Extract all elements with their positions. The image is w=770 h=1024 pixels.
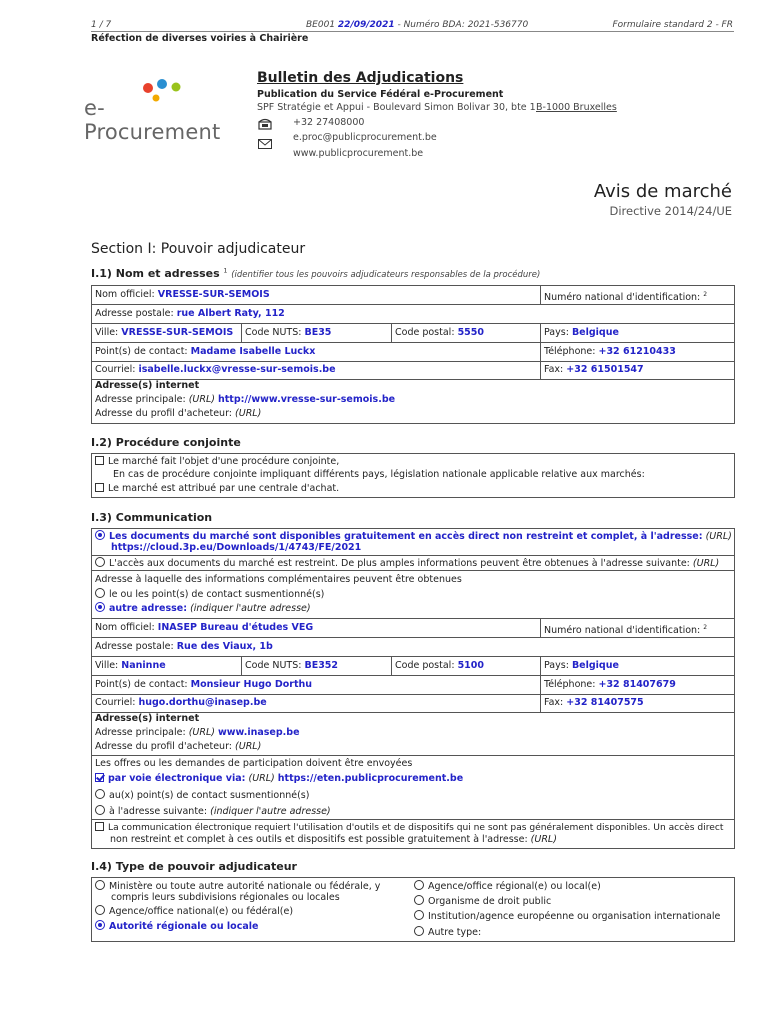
section-title: Section I: Pouvoir adjudicateur bbox=[91, 241, 306, 257]
i1-heading-text: I.1) Nom et adresses bbox=[91, 267, 220, 280]
i3-mail-value[interactable]: hugo.dorthu@inasep.be bbox=[138, 697, 267, 708]
eprocurement-logo bbox=[84, 78, 224, 144]
i3-tel-label: Téléphone: bbox=[544, 679, 596, 690]
bulletin-title: Bulletin des Adjudications bbox=[257, 70, 464, 86]
i4-left2-label: Agence/office national(e) ou fédéral(e) bbox=[109, 906, 294, 917]
i3-natid-label: Numéro national d'identification: bbox=[544, 625, 701, 637]
i4-left3-radio[interactable] bbox=[95, 920, 105, 930]
i3-tools[interactable] bbox=[95, 822, 723, 833]
i3-tel-value: +32 81407679 bbox=[598, 679, 676, 690]
i4-left1-radio[interactable] bbox=[95, 880, 105, 890]
i3-mail bbox=[91, 694, 267, 712]
i3-cp-label: Code postal: bbox=[395, 660, 455, 671]
i1-profil-value: (URL) bbox=[235, 408, 262, 419]
i3-restricted[interactable] bbox=[95, 557, 719, 569]
i3-info-title: Adresse à laquelle des informations complémentaires peuvent être obtenues bbox=[95, 574, 462, 585]
i1-fax bbox=[540, 361, 644, 379]
i1-mail bbox=[91, 361, 336, 379]
i3-tools-line1: La communication électronique requiert l'utilisation d'outils et de dispositifs qui ne sont pas généralement disponibles. Un accès direct bbox=[108, 823, 724, 833]
i3-url-tag: (URL) bbox=[188, 727, 215, 738]
i3-doc-radio[interactable] bbox=[95, 530, 105, 540]
i3-offers-opt3-note: (indiquer l'autre adresse) bbox=[210, 806, 331, 817]
i3-tools-checkbox[interactable] bbox=[95, 822, 104, 831]
i3-offers-opt1[interactable] bbox=[95, 773, 463, 784]
notice-title: Avis de marché bbox=[593, 181, 732, 202]
i4-right4-label: Autre type: bbox=[428, 927, 482, 938]
i2-opt1-label: Le marché fait l'objet d'une procédure conjointe, bbox=[108, 456, 340, 467]
i3-fax bbox=[540, 694, 644, 712]
i3-pays-label: Pays: bbox=[544, 660, 569, 671]
i1-mail-label: Courriel: bbox=[95, 364, 136, 375]
bulletin-email[interactable]: e.proc@publicprocurement.be bbox=[293, 132, 437, 143]
i1-nuts-label: Code NUTS: bbox=[245, 327, 302, 338]
i4-right1[interactable] bbox=[414, 880, 601, 892]
i3-profil-value: (URL) bbox=[235, 741, 262, 752]
i4-left2[interactable] bbox=[95, 905, 293, 917]
i3-offers-opt3[interactable] bbox=[95, 805, 331, 817]
i1-fax-label: Fax: bbox=[544, 364, 564, 375]
i1-fax-value: +32 61501547 bbox=[566, 364, 644, 375]
i1-nuts bbox=[241, 324, 331, 342]
i3-offers-opt3-label: à l'adresse suivante: bbox=[109, 806, 208, 817]
i1-mail-value[interactable]: isabelle.luckx@vresse-sur-semois.be bbox=[138, 364, 336, 375]
i4-right3[interactable] bbox=[414, 910, 720, 922]
i3-info-opt1[interactable] bbox=[95, 588, 324, 600]
i3-ville bbox=[91, 657, 166, 675]
i4-right3-radio[interactable] bbox=[414, 910, 424, 920]
i3-fax-value: +32 81407575 bbox=[566, 697, 644, 708]
i3-contact bbox=[91, 676, 312, 694]
i3-principal-value[interactable]: www.inasep.be bbox=[218, 727, 300, 738]
i3-info-opt2-note: (indiquer l'autre adresse) bbox=[190, 603, 311, 614]
i3-nuts-value: BE352 bbox=[304, 660, 339, 671]
i1-contact-label: Point(s) de contact: bbox=[95, 346, 188, 357]
i1-nom-value: VRESSE-SUR-SEMOIS bbox=[157, 289, 270, 300]
i1-contact-value: Madame Isabelle Luckx bbox=[190, 346, 316, 357]
i3-restricted-tag: (URL) bbox=[692, 558, 720, 569]
i1-ville-value: VRESSE-SUR-SEMOIS bbox=[121, 327, 234, 338]
i1-tel-value: +32 61210433 bbox=[598, 346, 676, 357]
i3-pays bbox=[540, 657, 619, 675]
i3-nom-value: INASEP Bureau d'études VEG bbox=[157, 622, 314, 633]
i1-sup: 1 bbox=[223, 267, 228, 275]
reference-suffix: - Numéro BDA: 2021-536770 bbox=[397, 20, 529, 30]
i3-contact-value: Monsieur Hugo Dorthu bbox=[190, 679, 313, 690]
i3-offers-opt2[interactable] bbox=[95, 789, 309, 801]
i1-principal-label: Adresse principale: bbox=[95, 394, 186, 405]
i4-heading: I.4) Type de pouvoir adjudicateur bbox=[91, 860, 297, 873]
i3-offers-opt1-tag: (URL) bbox=[248, 773, 275, 784]
i3-addr bbox=[91, 638, 273, 656]
reference-date: 22/09/2021 bbox=[337, 20, 395, 30]
i3-offers-opt3-radio[interactable] bbox=[95, 805, 105, 815]
i1-profil bbox=[95, 408, 261, 419]
i3-tools-tag: (URL) bbox=[530, 834, 557, 845]
i4-right2-label: Organisme de droit public bbox=[428, 896, 552, 907]
i1-ville-label: Ville: bbox=[95, 327, 119, 338]
i3-pays-value: Belgique bbox=[571, 660, 619, 671]
reference bbox=[306, 20, 528, 30]
header-rule bbox=[91, 31, 734, 32]
logo-text: e-Procurement bbox=[84, 96, 221, 144]
i3-doc-url-tag: (URL) bbox=[705, 531, 732, 542]
i3-contact-label: Point(s) de contact: bbox=[95, 679, 188, 690]
i2-heading: I.2) Procédure conjointe bbox=[91, 436, 241, 449]
i3-info-opt1-radio[interactable] bbox=[95, 588, 105, 598]
i4-right4[interactable] bbox=[414, 926, 481, 938]
i3-restricted-text: L'accès aux documents du marché est restreint. De plus amples informations peuvent être obtenues à l'adresse suivante: bbox=[109, 558, 690, 569]
i3-info-opt1-label: le ou les point(s) de contact susmentionné(s) bbox=[109, 589, 325, 600]
i1-principal-value[interactable]: http://www.vresse-sur-semois.be bbox=[218, 394, 396, 405]
i3-offers-opt2-radio[interactable] bbox=[95, 789, 105, 799]
i3-internet-title: Adresse(s) internet bbox=[95, 713, 200, 724]
i1-addr-value: rue Albert Raty, 112 bbox=[176, 308, 285, 319]
bulletin-address: SPF Stratégie et Appui - Boulevard Simon Bolivar 30, bte 1 bbox=[257, 102, 536, 113]
i4-left1b: compris leurs subdivisions régionales ou locales bbox=[111, 892, 340, 903]
i3-restricted-radio[interactable] bbox=[95, 557, 105, 567]
i1-pays-value: Belgique bbox=[571, 327, 619, 338]
i3-principal bbox=[95, 727, 300, 738]
bulletin-web[interactable]: www.publicprocurement.be bbox=[293, 148, 424, 159]
envelope-icon bbox=[258, 134, 272, 144]
i3-info-opt2[interactable] bbox=[95, 602, 311, 614]
i3-tools-line2 bbox=[110, 834, 557, 845]
i3-ville-label: Ville: bbox=[95, 660, 119, 671]
i3-heading: I.3) Communication bbox=[91, 511, 213, 524]
page-number: 1 / 7 bbox=[91, 20, 112, 30]
i3-info-opt2-label: autre adresse: bbox=[109, 603, 188, 614]
i1-natid-sup: 2 bbox=[703, 291, 708, 298]
i3-doc-text: Les documents du marché sont disponibles gratuitement en accès direct non restreint et complet, à l'adresse: bbox=[109, 531, 703, 542]
i1-note: (identifier tous les pouvoirs adjudicateurs responsables de la procédure) bbox=[231, 270, 541, 280]
i3-nuts bbox=[241, 657, 338, 675]
i3-profil bbox=[95, 741, 261, 752]
i1-url-tag: (URL) bbox=[188, 394, 215, 405]
i1-cp bbox=[391, 324, 484, 342]
i1-contact bbox=[91, 343, 315, 361]
i3-mail-label: Courriel: bbox=[95, 697, 136, 708]
i3-profil-label: Adresse du profil d'acheteur: bbox=[95, 741, 233, 752]
i4-left3[interactable] bbox=[95, 920, 258, 932]
i1-pays bbox=[540, 324, 619, 342]
i4-right2[interactable] bbox=[414, 895, 551, 907]
i3-ville-value: Naninne bbox=[121, 660, 166, 671]
i3-offers-title: Les offres ou les demandes de participation doivent être envoyées bbox=[95, 758, 413, 769]
i3-cp-value: 5100 bbox=[457, 660, 485, 671]
reference-prefix: BE001 bbox=[306, 20, 336, 30]
i3-doc[interactable] bbox=[95, 530, 732, 542]
form-name: Formulaire standard 2 - FR bbox=[612, 20, 733, 30]
i2-opt1b: En cas de procédure conjointe impliquant différents pays, législation nationale applicable relative aux marchés: bbox=[113, 469, 645, 480]
i2-opt1-checkbox[interactable] bbox=[95, 456, 104, 465]
i1-profil-label: Adresse du profil d'acheteur: bbox=[95, 408, 233, 419]
bulletin-phone: +32 27408000 bbox=[293, 117, 365, 128]
i4-right3-label: Institution/agence européenne ou organisation internationale bbox=[428, 911, 721, 922]
i1-ville bbox=[91, 324, 233, 342]
i1-heading bbox=[91, 267, 540, 280]
i3-addr-value: Rue des Viaux, 1b bbox=[176, 641, 273, 652]
i3-offers-opt1-label: par voie électronique via: bbox=[108, 773, 246, 784]
phone-icon bbox=[258, 115, 272, 127]
i4-left1-label: Ministère ou toute autre autorité nationale ou fédérale, y bbox=[109, 881, 381, 892]
i4-right4-radio[interactable] bbox=[414, 926, 424, 936]
i1-principal bbox=[95, 394, 395, 405]
i4-right1-label: Agence/office régional(e) ou local(e) bbox=[428, 881, 601, 892]
i1-addr bbox=[91, 305, 285, 323]
i1-tel bbox=[540, 343, 676, 361]
i2-opt2-label: Le marché est attribué par une centrale d'achat. bbox=[108, 483, 340, 494]
i3-doc-url[interactable]: https://cloud.3p.eu/Downloads/1/4743/FE/2021 bbox=[111, 542, 362, 553]
i3-nom-label: Nom officiel: bbox=[95, 622, 155, 633]
i2-opt1[interactable] bbox=[95, 456, 339, 467]
i4-left2-radio[interactable] bbox=[95, 905, 105, 915]
i3-addr-label: Adresse postale: bbox=[95, 641, 174, 652]
i1-natid bbox=[540, 286, 707, 307]
project-title: Réfection de diverses voiries à Chairière bbox=[91, 33, 309, 44]
i3-principal-label: Adresse principale: bbox=[95, 727, 186, 738]
i3-tel bbox=[540, 676, 676, 694]
i4-left1[interactable] bbox=[95, 880, 380, 892]
i3-natid bbox=[540, 619, 707, 640]
i2-opt2[interactable] bbox=[95, 483, 339, 494]
i1-cp-label: Code postal: bbox=[395, 327, 455, 338]
i3-cp bbox=[391, 657, 484, 675]
i3-offers-opt1-checkbox[interactable] bbox=[95, 773, 104, 782]
i1-internet-title: Adresse(s) internet bbox=[95, 380, 200, 391]
i4-right1-radio[interactable] bbox=[414, 880, 424, 890]
i1-nom-label: Nom officiel: bbox=[95, 289, 155, 300]
i1-cp-value: 5550 bbox=[457, 327, 485, 338]
i3-nom bbox=[91, 619, 313, 637]
i3-offers-opt2-label: au(x) point(s) de contact susmentionné(s) bbox=[109, 790, 310, 801]
i3-offers-opt1-url[interactable]: https://eten.publicprocurement.be bbox=[277, 773, 464, 784]
i2-opt2-checkbox[interactable] bbox=[95, 483, 104, 492]
notice-directive: Directive 2014/24/UE bbox=[609, 204, 732, 218]
i3-info-opt2-radio[interactable] bbox=[95, 602, 105, 612]
i3-nuts-label: Code NUTS: bbox=[245, 660, 302, 671]
i1-addr-label: Adresse postale: bbox=[95, 308, 174, 319]
i3-natid-sup: 2 bbox=[703, 624, 708, 631]
bulletin-subtitle: Publication du Service Fédéral e-Procurement bbox=[257, 89, 504, 100]
i1-nom bbox=[91, 286, 270, 304]
i3-tools-line2-text: non restreint et complet à ces outils et dispositifs est possible gratuitement à l'adresse: bbox=[110, 834, 528, 845]
i1-tel-label: Téléphone: bbox=[544, 346, 596, 357]
bulletin-city: B-1000 Bruxelles bbox=[536, 102, 617, 113]
i1-natid-label: Numéro national d'identification: bbox=[544, 292, 701, 304]
i4-right2-radio[interactable] bbox=[414, 895, 424, 905]
i4-left3-label: Autorité régionale ou locale bbox=[109, 921, 259, 932]
i1-pays-label: Pays: bbox=[544, 327, 569, 338]
i3-fax-label: Fax: bbox=[544, 697, 564, 708]
i1-nuts-value: BE35 bbox=[304, 327, 332, 338]
